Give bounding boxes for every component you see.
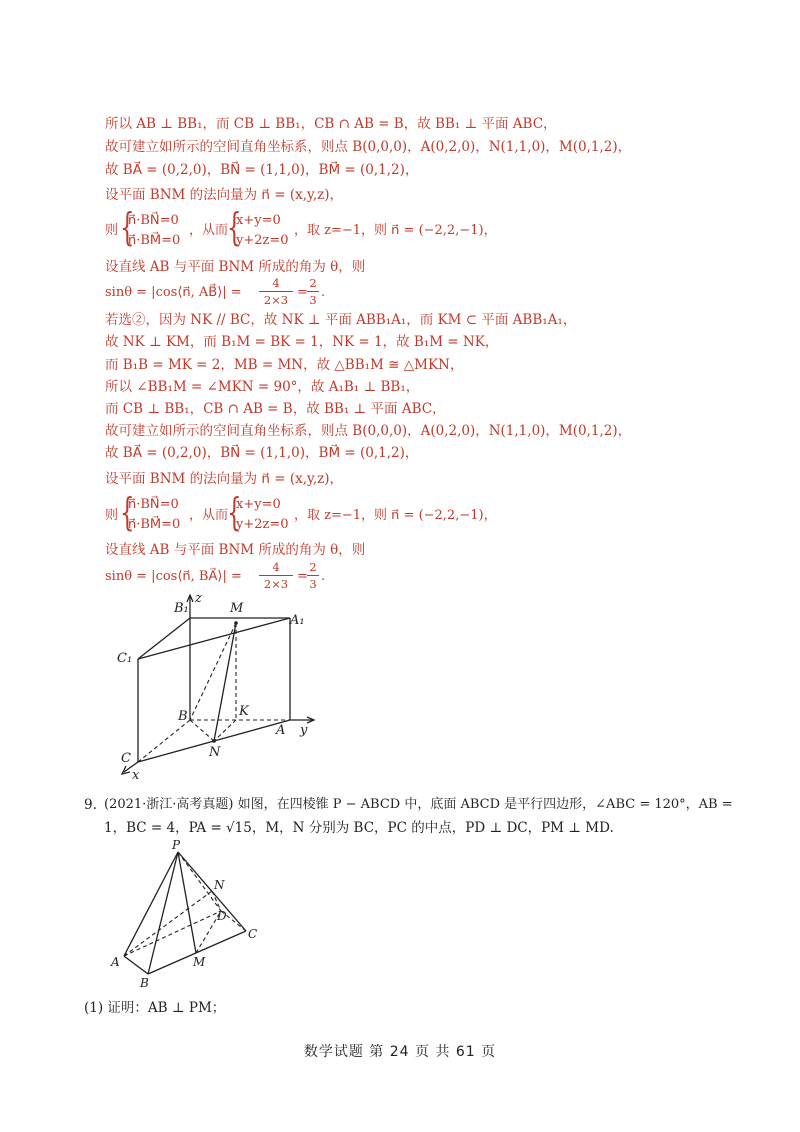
label-b1: B₁: [174, 601, 189, 616]
label-n: N: [214, 878, 225, 892]
label-z: z: [195, 591, 202, 606]
label-m: M: [230, 601, 244, 616]
system-eq-bottom: n⃗·BM⃗=0: [128, 517, 181, 532]
equals: =: [297, 569, 308, 584]
system-eq-top: x+y=0: [236, 213, 281, 228]
label-b: B: [178, 709, 188, 724]
solution-line: 所以 ∠BB₁M = ∠MKN = 90°，故 A₁B₁ ⊥ BB₁，: [105, 379, 420, 395]
numerator: 2: [309, 276, 317, 290]
fraction: [307, 560, 319, 591]
system-eq-bottom: n⃗·BM⃗=0: [128, 233, 181, 248]
system-prefix: 则: [105, 223, 119, 238]
question-line: (2021·浙江·高考真题) 如图，在四棱锥 P − ABCD 中，底面 ABCD 是平行四边形，∠ABC = 120°，AB =: [104, 797, 733, 812]
denominator: 2×3: [263, 293, 289, 307]
label-n: N: [209, 745, 221, 760]
numerator: 4: [272, 560, 280, 574]
label-c: C: [121, 751, 131, 766]
denominator: 3: [309, 293, 317, 307]
label-a: A: [111, 955, 120, 969]
system-eq-bottom: y+2z=0: [236, 517, 289, 532]
label-a1: A₁: [290, 613, 305, 628]
solution-line: 设直线 AB 与平面 BNM 所成的角为 θ，则: [105, 259, 366, 275]
solution-line: 故 BA⃗ = (0,2,0)，BN⃗ = (1,1,0)，BM⃗ = (0,1,2)，: [105, 445, 419, 461]
solution-line: 故 BA⃗ = (0,2,0)，BN⃗ = (1,1,0)，BM⃗ = (0,1,2)，: [105, 162, 419, 178]
formula-lhs: sinθ = |cos⟨n⃗, BA⃗⟩| =: [105, 569, 242, 584]
system-eq-top: n⃗·BN⃗=0: [128, 213, 179, 228]
solution-line: 设平面 BNM 的法向量为 n⃗ = (x,y,z)，: [105, 187, 344, 203]
fraction-bar: [307, 575, 319, 576]
label-b: B: [140, 976, 149, 988]
system-eq-top: n⃗·BN⃗=0: [128, 497, 179, 512]
left-brace: {: [227, 490, 242, 534]
period: .: [321, 569, 326, 584]
segment-mn: [214, 623, 236, 741]
label-k: K: [239, 704, 249, 719]
left-brace: {: [120, 205, 135, 249]
hidden-edge-ad: [124, 911, 221, 956]
label-p: P: [172, 838, 181, 852]
label-d: D: [217, 909, 227, 923]
system-suffix: ，取 z=−1，则 n⃗ = (−2,2,−1)，: [294, 508, 497, 523]
edge: [138, 618, 290, 659]
fraction-bar: [259, 291, 293, 292]
solution-line: 而 B₁B = MK = 2，MB = MN，故 △BB₁M ≅ △MKN，: [105, 357, 464, 373]
label-m: M: [193, 955, 206, 969]
edge-pa: [124, 852, 178, 956]
system-eq-bottom: y+2z=0: [236, 233, 289, 248]
formula-lhs: sinθ = |cos⟨n⃗, AB⃗⟩| =: [105, 285, 242, 300]
system-prefix: 则: [105, 508, 119, 523]
fraction: [307, 276, 319, 307]
solution-line: 设直线 AB 与平面 BNM 所成的角为 θ，则: [105, 542, 366, 558]
numerator: 4: [272, 276, 280, 290]
system-connector: ，从而: [189, 223, 229, 238]
denominator: 3: [309, 577, 317, 591]
label-a: A: [276, 723, 286, 738]
hidden-segment: [190, 720, 214, 741]
numerator: 2: [309, 560, 317, 574]
solution-line: 故 NK ⊥ KM，而 B₁M = BK = 1，NK = 1，故 B₁M = NK，: [105, 334, 499, 350]
pyramid-figure: [106, 838, 276, 988]
solution-line: 若选②，因为 NK // BC，故 NK ⊥ 平面 ABB₁A₁，而 KM ⊂ 平面 ABB₁A₁，: [105, 312, 577, 328]
label-x: x: [132, 768, 140, 783]
denominator: 2×3: [263, 577, 289, 591]
edge-ab: [124, 956, 148, 974]
system-eq-top: x+y=0: [236, 497, 281, 512]
point-m: [234, 621, 238, 625]
equals: =: [297, 285, 308, 300]
period: .: [321, 285, 326, 300]
hidden-segment-an: [124, 891, 212, 956]
label-c1: C₁: [117, 651, 133, 666]
fraction-bar: [307, 291, 319, 292]
edge: [138, 618, 190, 659]
label-c: C: [248, 927, 258, 941]
fraction: [259, 560, 293, 591]
solution-line: 所以 AB ⊥ BB₁，而 CB ⊥ BB₁，CB ∩ AB = B，故 BB₁ ⊥ 平面 ABC，: [105, 116, 557, 132]
point-n: [212, 739, 216, 743]
question-line: 1，BC = 4，PA = √15，M，N 分别为 BC，PC 的中点，PD ⊥ DC，PM ⊥ MD.: [104, 820, 614, 836]
solution-line: 设平面 BNM 的法向量为 n⃗ = (x,y,z)，: [105, 471, 344, 487]
sub-question-1: (1) 证明：AB ⊥ PM；: [84, 1000, 226, 1016]
hidden-segment: [190, 623, 236, 720]
solution-line: 而 CB ⊥ BB₁，CB ∩ AB = B，故 BB₁ ⊥ 平面 ABC，: [105, 401, 446, 417]
fraction-bar: [259, 575, 293, 576]
left-brace: {: [227, 205, 242, 249]
label-y: y: [300, 723, 308, 738]
solution-line: 故可建立如所示的空间直角坐标系，则点 B(0,0,0)，A(0,2,0)，N(1,1,0)，M(0,1,2)，: [105, 139, 632, 155]
solution-line: 故可建立如所示的空间直角坐标系，则点 B(0,0,0)，A(0,2,0)，N(1,1,0)，M(0,1,2)，: [105, 423, 632, 439]
edge-pb: [148, 852, 178, 974]
page-footer: 数学试题 第 24 页 共 61 页: [303, 1044, 497, 1060]
system-connector: ，从而: [189, 508, 229, 523]
edge-pm: [178, 852, 196, 953]
hidden-edge: [138, 720, 190, 762]
fraction: [259, 276, 293, 307]
question-number: 9.: [84, 797, 97, 813]
left-brace: {: [120, 490, 135, 534]
system-suffix: ，取 z=−1，则 n⃗ = (−2,2,−1)，: [294, 223, 497, 238]
prism-figure: [108, 590, 323, 785]
